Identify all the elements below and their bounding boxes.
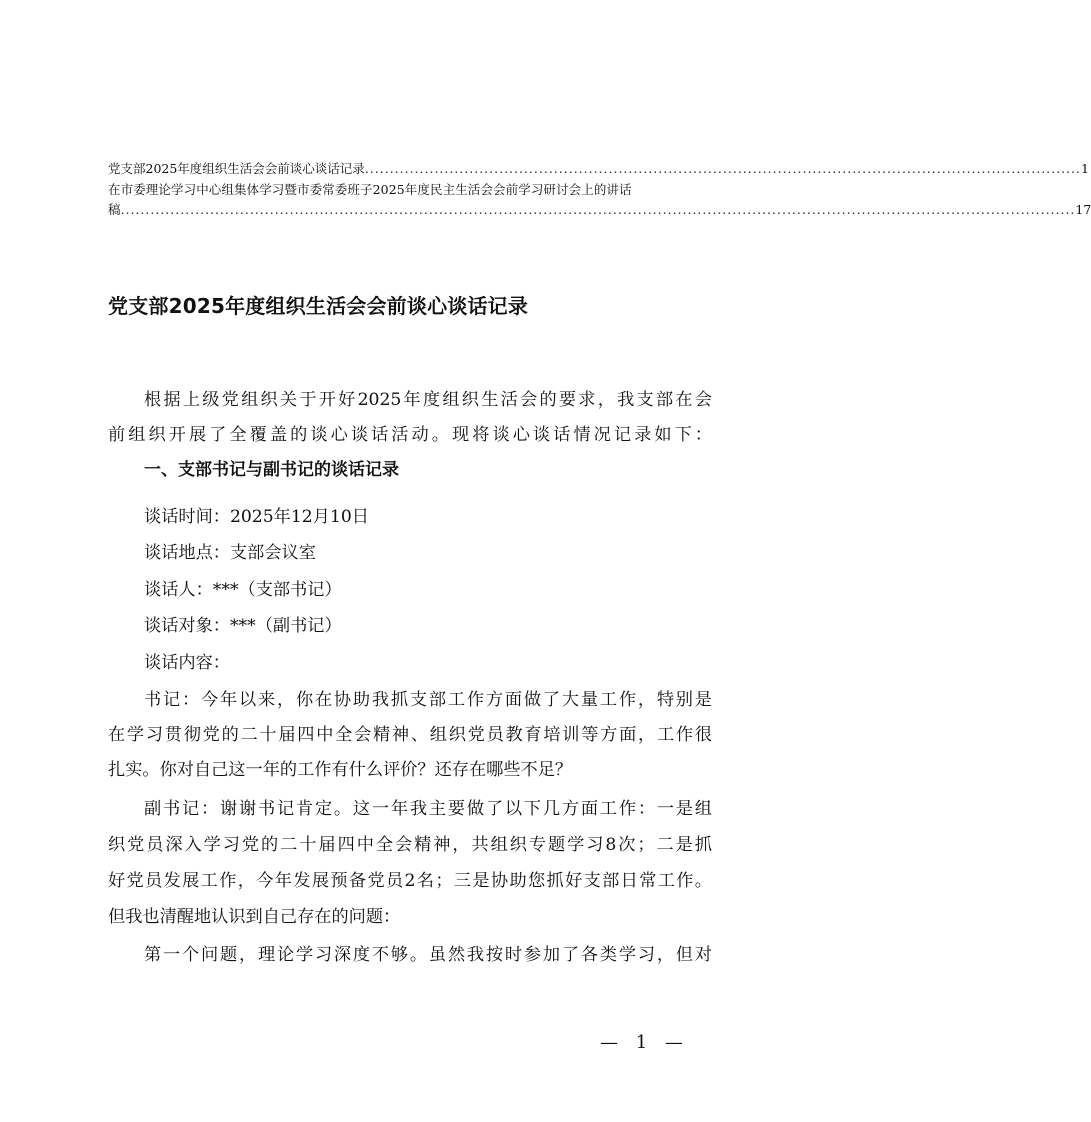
body-paragraph-line: 在学习贯彻党的二十届四中全会精神、组织党员教育培训等方面，工作很 <box>108 725 712 745</box>
toc-entry-title[interactable]: 党支部2025年度组织生活会会前谈心谈话记录 <box>108 161 365 176</box>
meta-speaker: 谈话人：***（支部书记） <box>144 580 342 600</box>
body-paragraph-line: 副书记：谢谢书记肯定。这一年我主要做了以下几方面工作：一是组 <box>144 799 712 819</box>
body-paragraph-line: 第一个问题，理论学习深度不够。虽然我按时参加了各类学习，但对 <box>144 945 712 965</box>
meta-location: 谈话地点：支部会议室 <box>144 543 316 563</box>
toc-leader-dots: ................................................................................................................................................................................................ <box>120 202 1076 217</box>
body-paragraph-line: 织党员深入学习党的二十届四中全会精神，共组织专题学习8次；二是抓 <box>108 835 712 855</box>
body-paragraph-line: 但我也清醒地认识到自己存在的问题： <box>108 907 401 927</box>
toc-leader-dots: ................................................................................................................................................ <box>364 161 1081 176</box>
toc-entry-1[interactable] <box>108 159 1089 179</box>
section-heading: 一、支部书记与副书记的谈话记录 <box>144 460 399 480</box>
meta-time: 谈话时间：2025年12月10日 <box>144 507 369 527</box>
page-number: — 1 — <box>600 1032 689 1053</box>
body-paragraph-line: 书记：今年以来，你在协助我抓支部工作方面做了大量工作，特别是 <box>144 690 712 710</box>
toc-entry-title[interactable]: 在市委理论学习中心组集体学习暨市委常委班子2025年度民主生活会会前学习研讨会上的讲话 <box>108 182 632 197</box>
body-paragraph-line: 前组织开展了全覆盖的谈心谈话活动。现将谈心谈话情况记录如下： <box>108 425 712 445</box>
toc-entry-title-continued[interactable]: 稿 <box>108 202 121 217</box>
meta-content-label: 谈话内容： <box>144 653 230 673</box>
body-paragraph-line: 根据上级党组织关于开好2025年度组织生活会的要求，我支部在会 <box>144 390 712 410</box>
body-paragraph-line: 扎实。你对自己这一年的工作有什么评价？还存在哪些不足？ <box>108 760 573 780</box>
meta-interviewee: 谈话对象：***（副书记） <box>144 616 342 636</box>
toc-page-number[interactable]: 17 <box>1075 202 1091 217</box>
toc-entry-2[interactable] <box>108 180 1091 220</box>
body-paragraph-line: 好党员发展工作，今年发展预备党员2名；三是协助您抓好支部日常工作。 <box>108 871 712 891</box>
document-title: 党支部2025年度组织生活会会前谈心谈话记录 <box>108 294 529 318</box>
toc-page-number[interactable]: 1 <box>1080 161 1089 176</box>
